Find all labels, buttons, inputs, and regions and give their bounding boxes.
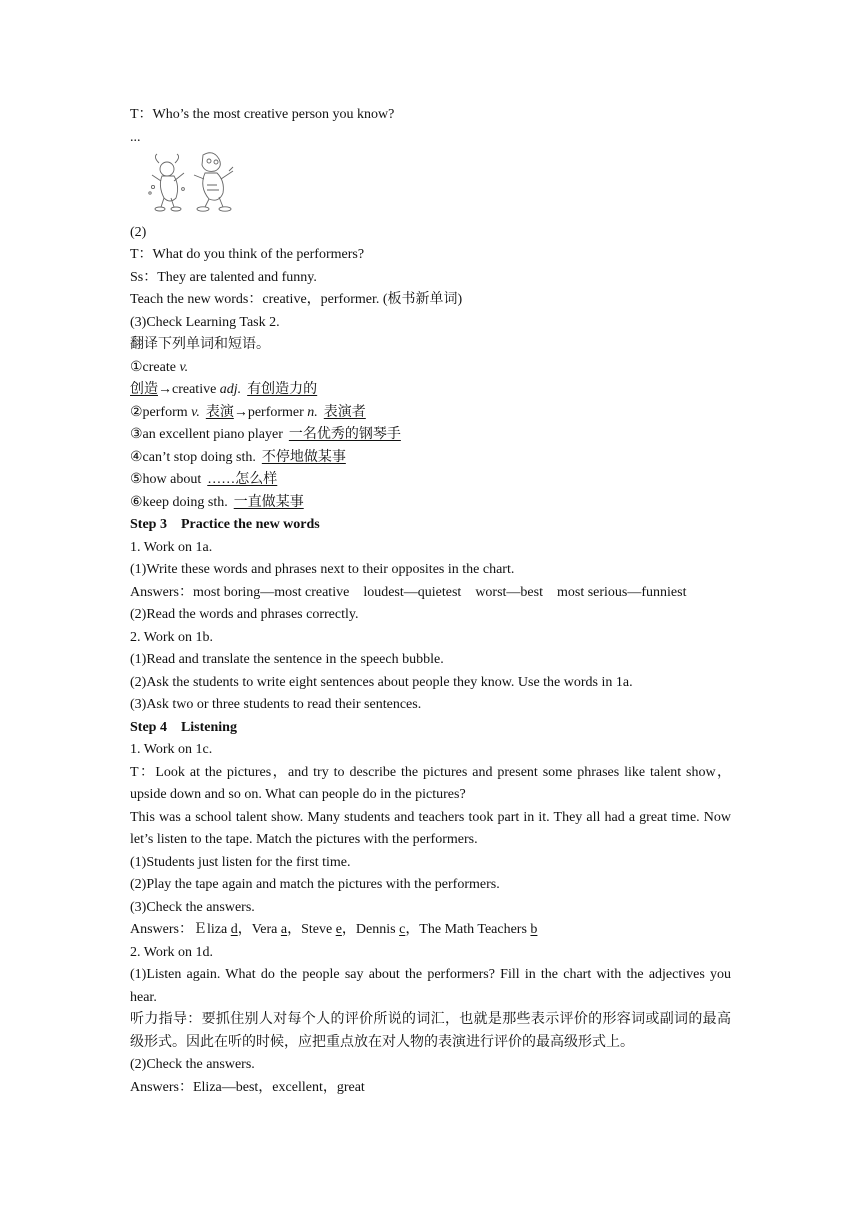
answer-blank: ……怎么样 bbox=[207, 472, 278, 487]
vocab-item: ⑤how about ……怎么样 bbox=[130, 472, 278, 487]
performers-illustration bbox=[145, 149, 235, 217]
paragraph: This was a school talent show. Many students and teachers took part in it. They all had a great time. Now let’s listen to the tape. Match the pictures with the performers. bbox=[130, 809, 731, 847]
text-line: Ss：They are talented and funny. bbox=[130, 269, 317, 285]
answer-blank: 表演者 bbox=[323, 404, 366, 420]
answer-blank: 表演 bbox=[205, 404, 234, 420]
answer-blank: 一名优秀的钢琴手 bbox=[288, 427, 401, 442]
answer-blank: 一直做某事 bbox=[233, 494, 304, 510]
text-line: 2. Work on 1b. bbox=[130, 629, 214, 645]
arrow-icon: → bbox=[158, 382, 172, 397]
text-line: T：What do you think of the performers? bbox=[130, 247, 365, 262]
text-line: Teach the new words：creative，performer. (板书新单词) bbox=[130, 292, 463, 307]
vocab-item: ②perform v. 表演→performer n. 表演者 bbox=[130, 404, 366, 420]
answer-blank: d bbox=[230, 922, 238, 937]
text-line: (1)Students just listen for the first time. bbox=[130, 854, 351, 870]
vocab-item: ③an excellent piano player 一名优秀的钢琴手 bbox=[130, 427, 401, 442]
text-line: (2)Ask the students to write eight sentences about people they know. Use the words in 1a. bbox=[130, 674, 633, 690]
ellipsis-line: ... bbox=[130, 129, 141, 145]
paragraph: T：Look at the pictures，and try to describe the pictures and present some phrases like talent show，upside down and so on. What can people do in the pictures? bbox=[130, 764, 731, 802]
text-line: (2)Read the words and phrases correctly. bbox=[130, 607, 359, 622]
answers-line: Answers：Ｅliza d，Vera a，Steve e，Dennis c，The Math Teachers b bbox=[130, 922, 538, 937]
text-line: 1. Work on 1a. bbox=[130, 539, 213, 555]
answer-blank: 不停地做某事 bbox=[261, 449, 346, 465]
answer-blank: 有创造力的 bbox=[247, 382, 318, 397]
vocab-item: ④can’t stop doing sth. 不停地做某事 bbox=[130, 449, 346, 465]
arrow-icon: → bbox=[233, 404, 248, 420]
text-line: (3)Check Learning Task 2. bbox=[130, 314, 280, 330]
text-line: 翻译下列单词和短语。 bbox=[130, 337, 270, 352]
picture-row bbox=[130, 149, 731, 244]
text-line: (3)Ask two or three students to read their sentences. bbox=[130, 697, 422, 712]
vocab-item: ①create v. bbox=[130, 359, 189, 375]
picture-label: (2) bbox=[130, 224, 147, 240]
text-line: T：Who’s the most creative person you know? bbox=[130, 107, 395, 122]
answer-blank: 创造 bbox=[130, 382, 158, 397]
text-line: 1. Work on 1c. bbox=[130, 742, 213, 757]
text-line: (1)Read and translate the sentence in the speech bubble. bbox=[130, 652, 444, 667]
answers-line: Answers：most boring—most creative loudest—quietest worst—best most serious—funniest bbox=[130, 584, 687, 600]
text-line: (3)Check the answers. bbox=[130, 899, 255, 915]
vocab-item: 创造→creative adj. 有创造力的 bbox=[130, 382, 318, 397]
section-heading: Step 3 Practice the new words bbox=[130, 517, 320, 532]
answer-blank: b bbox=[530, 922, 538, 937]
paragraph: 听力指导：要抓住别人对每个人的评价所说的词汇，也就是那些表示评价的形容词或副词的最高级形式。因此在听的时候，应把重点放在对人物的表演进行评价的最高级形式上。 bbox=[130, 1012, 731, 1050]
document-page bbox=[130, 104, 731, 1099]
paragraph: (1)Listen again. What do the people say about the performers? Fill in the chart with the adjectives you hear. bbox=[130, 967, 731, 1005]
text-line: (1)Write these words and phrases next to their opposites in the chart. bbox=[130, 562, 515, 577]
text-line: (2)Play the tape again and match the pictures with the performers. bbox=[130, 877, 500, 892]
answer-blank: e bbox=[335, 922, 342, 937]
text-line: Answers：Eliza—best，excellent，great bbox=[130, 1079, 365, 1095]
vocab-item: ⑥keep doing sth. 一直做某事 bbox=[130, 494, 304, 510]
answer-blank: c bbox=[399, 922, 406, 937]
answer-blank: a bbox=[280, 922, 288, 937]
section-heading: Step 4 Listening bbox=[130, 719, 237, 735]
text-line: (2)Check the answers. bbox=[130, 1057, 255, 1072]
text-line: 2. Work on 1d. bbox=[130, 944, 214, 960]
